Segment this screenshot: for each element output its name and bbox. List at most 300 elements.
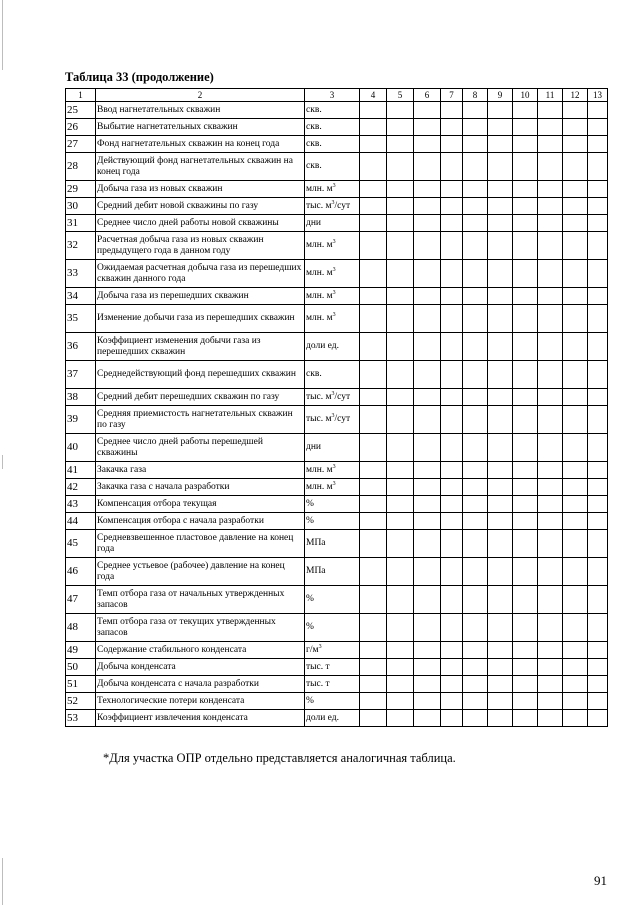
empty-cell bbox=[387, 181, 414, 198]
empty-cell bbox=[538, 260, 563, 288]
empty-cell bbox=[414, 153, 441, 181]
empty-cell bbox=[488, 530, 513, 558]
empty-cell bbox=[360, 642, 387, 659]
empty-cell bbox=[441, 232, 463, 260]
empty-cell bbox=[513, 434, 538, 462]
header-cell: 12 bbox=[563, 89, 588, 102]
indicator-name: Закачка газа bbox=[96, 462, 305, 479]
empty-cell bbox=[360, 136, 387, 153]
header-cell: 2 bbox=[96, 89, 305, 102]
empty-cell bbox=[360, 693, 387, 710]
empty-cell bbox=[441, 642, 463, 659]
empty-cell bbox=[387, 479, 414, 496]
empty-cell bbox=[360, 676, 387, 693]
empty-cell bbox=[538, 659, 563, 676]
unit-text: млн. м bbox=[306, 290, 333, 301]
empty-cell bbox=[588, 288, 608, 305]
unit-text: скв. bbox=[306, 121, 322, 132]
header-row bbox=[66, 89, 608, 102]
indicator-name: Действующий фонд нагнетательных скважин на конец года bbox=[96, 153, 305, 181]
empty-cell bbox=[387, 558, 414, 586]
unit-cell bbox=[305, 102, 360, 119]
empty-cell bbox=[588, 676, 608, 693]
empty-cell bbox=[463, 693, 488, 710]
empty-cell bbox=[414, 232, 441, 260]
empty-cell bbox=[513, 305, 538, 333]
empty-cell bbox=[488, 119, 513, 136]
row-number: 43 bbox=[66, 496, 96, 513]
indicator-name: Средняя приемистость нагнетательных скважин по газу bbox=[96, 406, 305, 434]
empty-cell bbox=[360, 462, 387, 479]
empty-cell bbox=[441, 710, 463, 727]
empty-cell bbox=[563, 642, 588, 659]
unit-text: % bbox=[306, 695, 314, 706]
empty-cell bbox=[513, 406, 538, 434]
empty-cell bbox=[588, 333, 608, 361]
table-row bbox=[66, 181, 608, 198]
indicator-name: Ожидаемая расчетная добыча газа из перешедших скважин данного года bbox=[96, 260, 305, 288]
empty-cell bbox=[588, 558, 608, 586]
empty-cell bbox=[588, 361, 608, 389]
empty-cell bbox=[513, 153, 538, 181]
empty-cell bbox=[588, 389, 608, 406]
empty-cell bbox=[360, 530, 387, 558]
empty-cell bbox=[463, 659, 488, 676]
unit-cell bbox=[305, 406, 360, 434]
indicator-name: Выбытие нагнетательных скважин bbox=[96, 119, 305, 136]
unit-suffix: /сут bbox=[334, 200, 351, 211]
empty-cell bbox=[387, 333, 414, 361]
unit-cell bbox=[305, 659, 360, 676]
header-cell: 6 bbox=[414, 89, 441, 102]
empty-cell bbox=[563, 614, 588, 642]
header-cell: 4 bbox=[360, 89, 387, 102]
empty-cell bbox=[463, 406, 488, 434]
empty-cell bbox=[563, 513, 588, 530]
unit-text: тыс. м bbox=[306, 414, 332, 424]
empty-cell bbox=[588, 642, 608, 659]
indicator-name: Средний дебит перешедших скважин по газу bbox=[96, 389, 305, 406]
empty-cell bbox=[513, 136, 538, 153]
row-number: 42 bbox=[66, 479, 96, 496]
row-number: 34 bbox=[66, 288, 96, 305]
empty-cell bbox=[463, 305, 488, 333]
empty-cell bbox=[488, 153, 513, 181]
unit-text: скв. bbox=[306, 369, 322, 379]
unit-cell bbox=[305, 333, 360, 361]
empty-cell bbox=[538, 288, 563, 305]
empty-cell bbox=[563, 558, 588, 586]
empty-cell bbox=[538, 215, 563, 232]
empty-cell bbox=[538, 232, 563, 260]
table-row bbox=[66, 676, 608, 693]
table-row bbox=[66, 305, 608, 333]
unit-text: млн. м bbox=[306, 268, 333, 278]
empty-cell bbox=[488, 288, 513, 305]
empty-cell bbox=[538, 710, 563, 727]
empty-cell bbox=[387, 232, 414, 260]
empty-cell bbox=[463, 710, 488, 727]
empty-cell bbox=[360, 389, 387, 406]
empty-cell bbox=[441, 361, 463, 389]
indicator-name: Добыча конденсата с начала разработки bbox=[96, 676, 305, 693]
empty-cell bbox=[441, 479, 463, 496]
table-row bbox=[66, 586, 608, 614]
empty-cell bbox=[488, 558, 513, 586]
unit-suffix: /сут bbox=[334, 414, 351, 424]
table-row bbox=[66, 406, 608, 434]
table-row bbox=[66, 361, 608, 389]
empty-cell bbox=[538, 496, 563, 513]
empty-cell bbox=[360, 215, 387, 232]
empty-cell bbox=[360, 496, 387, 513]
empty-cell bbox=[360, 361, 387, 389]
row-number: 38 bbox=[66, 389, 96, 406]
empty-cell bbox=[387, 389, 414, 406]
row-number: 46 bbox=[66, 558, 96, 586]
row-number: 39 bbox=[66, 406, 96, 434]
empty-cell bbox=[360, 558, 387, 586]
empty-cell bbox=[360, 153, 387, 181]
empty-cell bbox=[387, 642, 414, 659]
table-row bbox=[66, 558, 608, 586]
empty-cell bbox=[414, 496, 441, 513]
empty-cell bbox=[563, 119, 588, 136]
empty-cell bbox=[414, 333, 441, 361]
page-number: 91 bbox=[594, 873, 607, 888]
unit-text: дни bbox=[306, 217, 322, 228]
unit-cell bbox=[305, 232, 360, 260]
unit-superscript: 3 bbox=[332, 463, 336, 470]
unit-text: млн. м bbox=[306, 313, 333, 323]
empty-cell bbox=[387, 614, 414, 642]
unit-superscript: 3 bbox=[332, 266, 336, 273]
unit-text: млн. м bbox=[306, 464, 333, 475]
empty-cell bbox=[414, 676, 441, 693]
empty-cell bbox=[414, 102, 441, 119]
row-number: 35 bbox=[66, 305, 96, 333]
empty-cell bbox=[463, 260, 488, 288]
empty-cell bbox=[563, 462, 588, 479]
empty-cell bbox=[563, 586, 588, 614]
empty-cell bbox=[588, 614, 608, 642]
empty-cell bbox=[463, 479, 488, 496]
unit-cell bbox=[305, 389, 360, 406]
empty-cell bbox=[387, 153, 414, 181]
empty-cell bbox=[488, 361, 513, 389]
empty-cell bbox=[488, 136, 513, 153]
header-cell: 5 bbox=[387, 89, 414, 102]
empty-cell bbox=[538, 136, 563, 153]
table-row bbox=[66, 530, 608, 558]
empty-cell bbox=[488, 496, 513, 513]
row-number: 30 bbox=[66, 198, 96, 215]
empty-cell bbox=[538, 693, 563, 710]
empty-cell bbox=[360, 305, 387, 333]
empty-cell bbox=[360, 232, 387, 260]
empty-cell bbox=[588, 181, 608, 198]
row-number: 52 bbox=[66, 693, 96, 710]
indicator-name: Коэффициент изменения добычи газа из перешедших скважин bbox=[96, 333, 305, 361]
empty-cell bbox=[513, 558, 538, 586]
empty-cell bbox=[414, 119, 441, 136]
empty-cell bbox=[414, 361, 441, 389]
unit-text: скв. bbox=[306, 161, 322, 171]
row-number: 29 bbox=[66, 181, 96, 198]
empty-cell bbox=[588, 693, 608, 710]
empty-cell bbox=[441, 586, 463, 614]
header-cell: 11 bbox=[538, 89, 563, 102]
unit-cell bbox=[305, 361, 360, 389]
unit-superscript: 3 bbox=[331, 412, 335, 419]
empty-cell bbox=[538, 479, 563, 496]
empty-cell bbox=[441, 389, 463, 406]
indicator-name: Добыча конденсата bbox=[96, 659, 305, 676]
empty-cell bbox=[563, 305, 588, 333]
header-cell: 13 bbox=[588, 89, 608, 102]
table-row bbox=[66, 288, 608, 305]
unit-superscript: 3 bbox=[318, 643, 322, 650]
empty-cell bbox=[387, 305, 414, 333]
data-table bbox=[65, 88, 608, 727]
empty-cell bbox=[563, 693, 588, 710]
empty-cell bbox=[538, 513, 563, 530]
empty-cell bbox=[387, 513, 414, 530]
empty-cell bbox=[441, 136, 463, 153]
empty-cell bbox=[513, 260, 538, 288]
empty-cell bbox=[563, 288, 588, 305]
empty-cell bbox=[360, 198, 387, 215]
unit-text: % bbox=[306, 622, 314, 632]
empty-cell bbox=[387, 102, 414, 119]
unit-cell bbox=[305, 260, 360, 288]
empty-cell bbox=[588, 102, 608, 119]
unit-cell bbox=[305, 153, 360, 181]
indicator-name: Темп отбора газа от текущих утвержденных запасов bbox=[96, 614, 305, 642]
table-row bbox=[66, 614, 608, 642]
empty-cell bbox=[387, 406, 414, 434]
row-number: 49 bbox=[66, 642, 96, 659]
empty-cell bbox=[588, 462, 608, 479]
empty-cell bbox=[441, 513, 463, 530]
empty-cell bbox=[513, 361, 538, 389]
unit-text: доли ед. bbox=[306, 712, 339, 723]
empty-cell bbox=[414, 479, 441, 496]
empty-cell bbox=[414, 530, 441, 558]
empty-cell bbox=[513, 586, 538, 614]
empty-cell bbox=[463, 136, 488, 153]
row-number: 32 bbox=[66, 232, 96, 260]
empty-cell bbox=[588, 406, 608, 434]
unit-cell bbox=[305, 642, 360, 659]
empty-cell bbox=[563, 181, 588, 198]
empty-cell bbox=[463, 181, 488, 198]
unit-text: скв. bbox=[306, 138, 322, 149]
indicator-name: Компенсация отбора с начала разработки bbox=[96, 513, 305, 530]
unit-cell bbox=[305, 530, 360, 558]
table-row bbox=[66, 642, 608, 659]
empty-cell bbox=[360, 434, 387, 462]
empty-cell bbox=[387, 119, 414, 136]
row-number: 26 bbox=[66, 119, 96, 136]
empty-cell bbox=[414, 198, 441, 215]
empty-cell bbox=[588, 215, 608, 232]
empty-cell bbox=[563, 710, 588, 727]
empty-cell bbox=[441, 693, 463, 710]
indicator-name: Компенсация отбора текущая bbox=[96, 496, 305, 513]
footnote: *Для участка ОПР отдельно представляется аналогичная таблица. bbox=[103, 751, 456, 765]
empty-cell bbox=[463, 558, 488, 586]
empty-cell bbox=[488, 434, 513, 462]
empty-cell bbox=[538, 181, 563, 198]
unit-text: % bbox=[306, 515, 314, 526]
empty-cell bbox=[463, 215, 488, 232]
row-number: 40 bbox=[66, 434, 96, 462]
unit-superscript: 3 bbox=[332, 289, 336, 296]
empty-cell bbox=[588, 710, 608, 727]
empty-cell bbox=[414, 693, 441, 710]
empty-cell bbox=[463, 119, 488, 136]
unit-text: млн. м bbox=[306, 240, 333, 250]
empty-cell bbox=[563, 215, 588, 232]
table-row bbox=[66, 102, 608, 119]
empty-cell bbox=[563, 676, 588, 693]
empty-cell bbox=[513, 513, 538, 530]
unit-cell bbox=[305, 479, 360, 496]
empty-cell bbox=[588, 530, 608, 558]
empty-cell bbox=[538, 305, 563, 333]
scan-edge-mark-top bbox=[2, 0, 3, 70]
indicator-name: Содержание стабильного конденсата bbox=[96, 642, 305, 659]
unit-text: тыс. т bbox=[306, 661, 330, 672]
empty-cell bbox=[488, 462, 513, 479]
empty-cell bbox=[414, 136, 441, 153]
empty-cell bbox=[513, 102, 538, 119]
empty-cell bbox=[563, 260, 588, 288]
empty-cell bbox=[387, 693, 414, 710]
empty-cell bbox=[588, 232, 608, 260]
table-row bbox=[66, 153, 608, 181]
table-row bbox=[66, 693, 608, 710]
empty-cell bbox=[538, 530, 563, 558]
empty-cell bbox=[538, 642, 563, 659]
empty-cell bbox=[387, 530, 414, 558]
row-number: 53 bbox=[66, 710, 96, 727]
empty-cell bbox=[441, 676, 463, 693]
indicator-name: Фонд нагнетательных скважин на конец года bbox=[96, 136, 305, 153]
unit-cell bbox=[305, 513, 360, 530]
table-row bbox=[66, 513, 608, 530]
empty-cell bbox=[563, 434, 588, 462]
table-row bbox=[66, 659, 608, 676]
empty-cell bbox=[387, 496, 414, 513]
empty-cell bbox=[488, 659, 513, 676]
empty-cell bbox=[513, 676, 538, 693]
empty-cell bbox=[513, 693, 538, 710]
unit-text: тыс. м bbox=[306, 391, 332, 402]
empty-cell bbox=[463, 153, 488, 181]
empty-cell bbox=[441, 530, 463, 558]
empty-cell bbox=[387, 136, 414, 153]
empty-cell bbox=[563, 389, 588, 406]
unit-text: МПа bbox=[306, 566, 326, 576]
indicator-name: Среднее устьевое (рабочее) давление на конец года bbox=[96, 558, 305, 586]
empty-cell bbox=[538, 361, 563, 389]
indicator-name: Добыча газа из перешедших скважин bbox=[96, 288, 305, 305]
unit-suffix: /сут bbox=[334, 391, 351, 402]
empty-cell bbox=[360, 181, 387, 198]
empty-cell bbox=[588, 119, 608, 136]
empty-cell bbox=[513, 389, 538, 406]
table-row bbox=[66, 479, 608, 496]
empty-cell bbox=[538, 434, 563, 462]
indicator-name: Ввод нагнетательных скважин bbox=[96, 102, 305, 119]
unit-text: % bbox=[306, 498, 314, 509]
unit-cell bbox=[305, 586, 360, 614]
table-row bbox=[66, 136, 608, 153]
unit-cell bbox=[305, 305, 360, 333]
empty-cell bbox=[463, 361, 488, 389]
empty-cell bbox=[414, 389, 441, 406]
empty-cell bbox=[513, 496, 538, 513]
unit-cell bbox=[305, 614, 360, 642]
empty-cell bbox=[488, 710, 513, 727]
empty-cell bbox=[463, 614, 488, 642]
row-number: 48 bbox=[66, 614, 96, 642]
empty-cell bbox=[463, 676, 488, 693]
empty-cell bbox=[414, 406, 441, 434]
empty-cell bbox=[414, 642, 441, 659]
empty-cell bbox=[360, 119, 387, 136]
empty-cell bbox=[538, 462, 563, 479]
table-row bbox=[66, 198, 608, 215]
empty-cell bbox=[538, 586, 563, 614]
empty-cell bbox=[360, 710, 387, 727]
unit-text: % bbox=[306, 594, 314, 604]
unit-cell bbox=[305, 693, 360, 710]
empty-cell bbox=[360, 479, 387, 496]
unit-cell bbox=[305, 198, 360, 215]
header-cell: 8 bbox=[463, 89, 488, 102]
empty-cell bbox=[414, 288, 441, 305]
empty-cell bbox=[588, 496, 608, 513]
table-title: Таблица 33 (продолжение) bbox=[65, 70, 214, 84]
empty-cell bbox=[463, 496, 488, 513]
empty-cell bbox=[463, 462, 488, 479]
empty-cell bbox=[360, 288, 387, 305]
table-row bbox=[66, 232, 608, 260]
empty-cell bbox=[414, 434, 441, 462]
indicator-name: Средневзвешенное пластовое давление на конец года bbox=[96, 530, 305, 558]
empty-cell bbox=[563, 232, 588, 260]
unit-cell bbox=[305, 215, 360, 232]
empty-cell bbox=[513, 462, 538, 479]
empty-cell bbox=[414, 305, 441, 333]
empty-cell bbox=[387, 288, 414, 305]
header-cell: 3 bbox=[305, 89, 360, 102]
empty-cell bbox=[488, 389, 513, 406]
empty-cell bbox=[488, 102, 513, 119]
empty-cell bbox=[441, 181, 463, 198]
empty-cell bbox=[488, 260, 513, 288]
empty-cell bbox=[387, 462, 414, 479]
empty-cell bbox=[441, 614, 463, 642]
unit-text: тыс. т bbox=[306, 678, 330, 689]
empty-cell bbox=[488, 198, 513, 215]
empty-cell bbox=[563, 102, 588, 119]
empty-cell bbox=[513, 333, 538, 361]
empty-cell bbox=[513, 659, 538, 676]
